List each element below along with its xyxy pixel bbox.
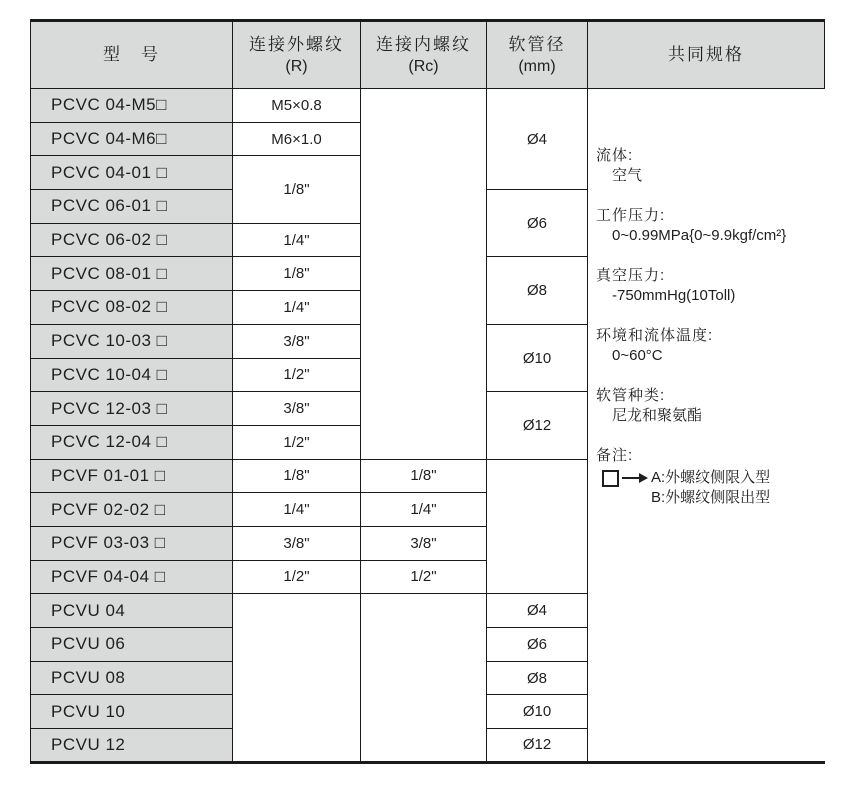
spec-note-option-b: B:外螺纹侧限出型 — [651, 489, 771, 506]
model-cell: PCVU 08 — [31, 661, 233, 695]
hose-cell: Ø6 — [487, 628, 588, 662]
spec-note-option-a: A:外螺纹侧限入型 — [651, 469, 771, 486]
model-cell: PCVC 08-02 □ — [31, 291, 233, 325]
column-header-common-spec-label: 共同规格 — [668, 45, 744, 64]
spec-fluid-value: 空气 — [612, 167, 643, 184]
hose-cell: Ø12 — [487, 392, 588, 459]
thread-rc-merged-empty-cell — [361, 594, 487, 762]
model-cell: PCVU 06 — [31, 628, 233, 662]
model-cell: PCVU 12 — [31, 729, 233, 763]
thread-rc-cell: 1/4" — [361, 493, 487, 527]
column-header-thread-rc-unit: (Rc) — [408, 57, 439, 75]
spec-fluid-label: 流体: — [596, 147, 634, 164]
common-spec-content — [588, 89, 825, 508]
spec-temperature-value: 0~60°C — [612, 347, 663, 364]
hose-cell: Ø10 — [487, 324, 588, 391]
column-header-hose-unit: (mm) — [518, 57, 556, 75]
thread-r-cell: 3/8" — [233, 526, 361, 560]
spec-hose-type-value: 尼龙和聚氨酯 — [612, 407, 703, 424]
thread-r-cell: 3/8" — [233, 324, 361, 358]
model-cell: PCVC 06-01 □ — [31, 190, 233, 224]
spec-temperature — [596, 326, 821, 366]
model-cell: PCVF 01-01 □ — [31, 459, 233, 493]
model-cell: PCVC 10-04 □ — [31, 358, 233, 392]
spec-temperature-label: 环境和流体温度: — [596, 327, 714, 344]
thread-r-cell: 1/4" — [233, 291, 361, 325]
model-cell: PCVC 10-03 □ — [31, 324, 233, 358]
spec-working-pressure-value: 0~0.99MPa{0~9.9kgf/cm²} — [612, 227, 787, 244]
column-header-model — [31, 21, 233, 89]
option-box-icon — [602, 470, 619, 487]
hose-cell: Ø10 — [487, 695, 588, 729]
thread-r-merged-empty-cell — [233, 594, 361, 762]
column-header-model-label: 型 号 — [103, 45, 160, 64]
thread-r-cell: 1/4" — [233, 223, 361, 257]
common-spec-cell — [588, 89, 825, 763]
spec-fluid — [596, 146, 821, 186]
model-cell: PCVC 06-02 □ — [31, 223, 233, 257]
spec-vacuum-pressure — [596, 266, 821, 306]
hose-cell: Ø6 — [487, 190, 588, 257]
right-arrow-icon — [622, 477, 646, 479]
model-cell: PCVU 10 — [31, 695, 233, 729]
spec-hose-type — [596, 386, 821, 426]
column-header-thread-rc — [361, 21, 487, 89]
thread-r-cell: 1/2" — [233, 425, 361, 459]
hose-merged-empty-cell — [487, 459, 588, 594]
column-header-thread-rc-label: 连接内螺纹 — [376, 34, 471, 54]
spec-vacuum-pressure-label: 真空压力: — [596, 267, 666, 284]
thread-r-cell: 1/2" — [233, 358, 361, 392]
model-cell: PCVC 08-01 □ — [31, 257, 233, 291]
model-cell: PCVU 04 — [31, 594, 233, 628]
thread-rc-cell: 1/8" — [361, 459, 487, 493]
thread-r-cell: 1/8" — [233, 156, 361, 223]
model-cell: PCVC 12-03 □ — [31, 392, 233, 426]
hose-cell: Ø4 — [487, 594, 588, 628]
spec-note-label: 备注: — [596, 447, 634, 464]
column-header-thread-r-label: 连接外螺纹 — [249, 34, 344, 54]
hose-cell: Ø12 — [487, 729, 588, 763]
hose-cell: Ø8 — [487, 661, 588, 695]
column-header-thread-r — [233, 21, 361, 89]
model-cell: PCVC 12-04 □ — [31, 425, 233, 459]
thread-r-cell: 3/8" — [233, 392, 361, 426]
column-header-thread-r-unit: (R) — [285, 57, 308, 75]
table-row — [31, 89, 825, 123]
spec-note-options — [651, 468, 770, 508]
thread-r-cell: 1/4" — [233, 493, 361, 527]
column-header-common-spec — [588, 21, 825, 89]
thread-r-cell: M5×0.8 — [233, 89, 361, 123]
model-cell: PCVC 04-01 □ — [31, 156, 233, 190]
spec-note — [596, 446, 821, 508]
thread-rc-cell: 1/2" — [361, 560, 487, 594]
hose-cell: Ø4 — [487, 89, 588, 190]
spec-note-diagram — [596, 468, 821, 508]
thread-r-cell: 1/8" — [233, 257, 361, 291]
column-header-hose — [487, 21, 588, 89]
model-cell: PCVF 03-03 □ — [31, 526, 233, 560]
hose-cell: Ø8 — [487, 257, 588, 324]
model-cell: PCVF 02-02 □ — [31, 493, 233, 527]
spec-hose-type-label: 软管种类: — [596, 387, 666, 404]
thread-r-cell: 1/8" — [233, 459, 361, 493]
spec-vacuum-pressure-value: -750mmHg(10Toll) — [612, 287, 736, 304]
model-cell: PCVC 04-M6□ — [31, 122, 233, 156]
thread-r-cell: 1/2" — [233, 560, 361, 594]
thread-rc-merged-empty-cell — [361, 89, 487, 460]
header-row — [31, 21, 825, 89]
model-cell: PCVC 04-M5□ — [31, 89, 233, 123]
product-spec-table — [30, 19, 825, 764]
model-cell: PCVF 04-04 □ — [31, 560, 233, 594]
spec-working-pressure — [596, 206, 821, 246]
column-header-hose-label: 软管径 — [508, 34, 566, 54]
thread-rc-cell: 3/8" — [361, 526, 487, 560]
thread-r-cell: M6×1.0 — [233, 122, 361, 156]
spec-working-pressure-label: 工作压力: — [596, 207, 666, 224]
